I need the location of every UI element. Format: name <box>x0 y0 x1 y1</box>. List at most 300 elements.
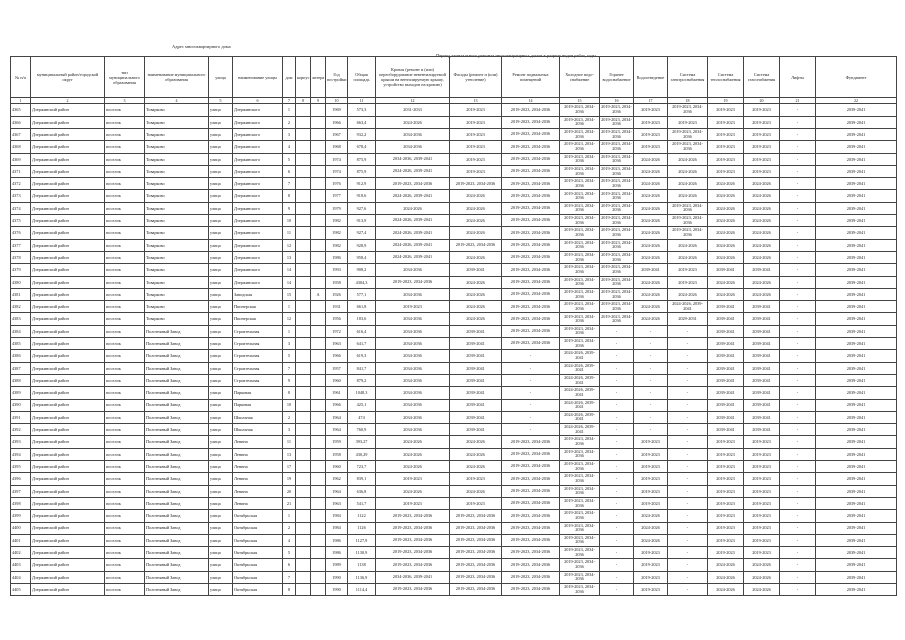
table-cell: 2039-2041 <box>816 251 897 263</box>
table-cell <box>296 583 311 595</box>
table-cell: 4394 <box>11 448 31 460</box>
table-cell: 918,6 <box>348 190 376 202</box>
table-cell: 2019-2023, 2034-2036 <box>502 178 560 190</box>
table-cell: 2019-2023 <box>634 461 668 473</box>
table-cell: 2019-2023 <box>708 104 744 116</box>
table-cell: 1993 <box>326 264 348 276</box>
table-cell: 2039-2041 <box>816 325 897 337</box>
table-cell: 183,6 <box>348 313 376 325</box>
table-cell: - <box>668 571 708 583</box>
table-cell <box>311 473 326 485</box>
table-cell: поселок <box>105 424 145 436</box>
table-cell: Дзержинский район <box>31 399 105 411</box>
table-cell: Дзержинского <box>233 116 283 128</box>
table-cell: 2019-2023, 2034-2036 <box>376 276 450 288</box>
column-number: 8 <box>296 98 311 104</box>
table-cell: - <box>502 424 560 436</box>
column-header: Холодное водо-снабжение <box>560 57 600 98</box>
table-cell: 2019-2023, 2034-2036 <box>560 448 600 460</box>
table-cell: 2039-2041 <box>634 264 668 276</box>
table-cell: 1122 <box>348 510 376 522</box>
table-row <box>11 239 897 251</box>
table-row <box>11 129 897 141</box>
table-cell: 2019-2023, 2034-2036 <box>450 583 502 595</box>
table-cell: - <box>634 387 668 399</box>
table-cell <box>311 559 326 571</box>
table-cell: - <box>502 350 560 362</box>
table-cell: 2019-2023, 2034-2036 <box>560 571 600 583</box>
table-row <box>11 448 897 460</box>
table-cell: улица <box>209 301 233 313</box>
table-cell: 3 <box>283 338 296 350</box>
table-cell: 2019-2023 <box>744 436 780 448</box>
column-number: 4 <box>145 98 209 104</box>
table-cell: улица <box>209 251 233 263</box>
column-header: Система газоснабжения <box>744 57 780 98</box>
table-cell: 4366 <box>11 116 31 128</box>
table-cell: 2039-2041 <box>816 276 897 288</box>
table-cell: 2019-2023 <box>450 141 502 153</box>
table-cell: 2019-2023, 2034-2036 <box>560 227 600 239</box>
table-row <box>11 374 897 386</box>
table-cell: Октябрьская <box>233 547 283 559</box>
table-cell: - <box>780 301 816 313</box>
table-cell: Дзержинский район <box>31 165 105 177</box>
repair-schedule-table <box>10 56 897 596</box>
column-header: наименование муниципального образования <box>145 57 209 98</box>
table-cell <box>296 362 311 374</box>
table-cell: Товарково <box>145 104 209 116</box>
table-cell: Товарково <box>145 215 209 227</box>
table-cell: 2024-2026 <box>450 190 502 202</box>
table-cell: 2024-2026 <box>668 251 708 263</box>
table-cell: Полотняный Завод <box>145 473 209 485</box>
table-cell: 2039-2041 <box>708 374 744 386</box>
table-cell: 932,2 <box>348 129 376 141</box>
table-cell: 2024-2026 <box>376 116 450 128</box>
table-cell <box>311 399 326 411</box>
table-cell: улица <box>209 227 233 239</box>
table-cell: 2024-2026, 2039-2041 <box>376 227 450 239</box>
column-header: наименование улицы <box>233 57 283 98</box>
table-cell: 1966 <box>326 399 348 411</box>
table-cell: поселок <box>105 497 145 509</box>
table-cell: Полотняный Завод <box>145 448 209 460</box>
table-cell: 2019-2023, 2034-2036 <box>668 227 708 239</box>
table-cell: улица <box>209 129 233 141</box>
column-number: 9 <box>311 98 326 104</box>
table-cell: 2019-2023, 2034-2036 <box>502 288 560 300</box>
table-cell <box>296 178 311 190</box>
table-cell: улица <box>209 473 233 485</box>
table-cell: 2019-2023, 2034-2036 <box>502 251 560 263</box>
table-cell: 2019-2023 <box>634 436 668 448</box>
table-cell: улица <box>209 424 233 436</box>
table-header-row <box>11 57 897 98</box>
table-cell: 1986 <box>326 534 348 546</box>
column-number: 20 <box>744 98 780 104</box>
table-cell: 1986 <box>326 251 348 263</box>
table-cell: 425,1 <box>348 399 376 411</box>
table-cell: 2019-2023, 2034-2036 <box>600 239 634 251</box>
table-cell: - <box>780 497 816 509</box>
table-cell: Дзержинский район <box>31 571 105 583</box>
table-cell: 2034-2036 <box>376 264 450 276</box>
table-cell: улица <box>209 510 233 522</box>
table-cell: 2024-2026 <box>744 276 780 288</box>
table-cell: 4373 <box>11 190 31 202</box>
table-cell <box>296 264 311 276</box>
table-cell: 2019-2023, 2034-2036 <box>502 264 560 276</box>
table-cell: 2024-2026, 2039-2041 <box>560 424 600 436</box>
table-cell: 4377 <box>11 239 31 251</box>
table-cell: 7 <box>283 571 296 583</box>
table-cell: поселок <box>105 239 145 251</box>
table-cell <box>296 104 311 116</box>
table-cell: поселок <box>105 448 145 460</box>
table-cell: 2039-2041 <box>816 288 897 300</box>
table-cell: Товарково <box>145 276 209 288</box>
table-cell: 2024-2026 <box>634 288 668 300</box>
table-cell: 2019-2023 <box>708 485 744 497</box>
table-cell: поселок <box>105 104 145 116</box>
table-cell: 2039-2041 <box>816 387 897 399</box>
table-cell: - <box>668 338 708 350</box>
table-cell: 4383 <box>11 313 31 325</box>
table-cell <box>296 190 311 202</box>
table-cell: поселок <box>105 522 145 534</box>
table-cell: - <box>634 350 668 362</box>
table-cell: Ленина <box>233 436 283 448</box>
table-cell: 2024-2026 <box>634 301 668 313</box>
table-cell: 2024-2026 <box>744 571 780 583</box>
table-cell: 2024-2026 <box>744 227 780 239</box>
table-cell: 4395 <box>11 461 31 473</box>
table-cell: Дзержинский район <box>31 313 105 325</box>
table-cell: 2019-2023, 2034-2036 <box>560 325 600 337</box>
table-cell: 8 <box>283 387 296 399</box>
column-header: Фасады (ремонт и (или) утепление) <box>450 57 502 98</box>
table-cell: Дзержинский район <box>31 436 105 448</box>
table-cell: 2019-2023 <box>634 583 668 595</box>
column-number: 21 <box>780 98 816 104</box>
table-cell: - <box>634 424 668 436</box>
table-cell: Школьная <box>233 424 283 436</box>
table-cell: 2039-2041 <box>816 399 897 411</box>
table-cell: Дзержинский район <box>31 461 105 473</box>
table-cell: поселок <box>105 534 145 546</box>
table-cell: 4400 <box>11 522 31 534</box>
table-cell: - <box>634 338 668 350</box>
table-cell: Ленина <box>233 473 283 485</box>
table-cell: Октябрьская <box>233 583 283 595</box>
table-cell: Товарково <box>145 264 209 276</box>
table-cell: Дзержинский район <box>31 251 105 263</box>
table-cell: - <box>780 227 816 239</box>
table-cell <box>311 239 326 251</box>
table-cell: 2024-2026 <box>744 239 780 251</box>
table-cell: 4380 <box>11 276 31 288</box>
table-cell: - <box>600 387 634 399</box>
table-cell: 2034-2036 <box>376 399 450 411</box>
table-cell: - <box>780 239 816 251</box>
table-body <box>11 104 897 596</box>
table-cell: 2019-2023 <box>744 522 780 534</box>
table-cell: - <box>780 276 816 288</box>
table-cell: Товарково <box>145 239 209 251</box>
table-cell: 2019-2023 <box>708 116 744 128</box>
table-cell: 2019-2023, 2034-2036 <box>502 129 560 141</box>
table-cell: Дзержинский район <box>31 153 105 165</box>
repair-period-group-caption: Период капитального ремонта многоквартирных домов в разрезе видов работ, годы <box>436 53 597 58</box>
table-cell: Дзержинский район <box>31 288 105 300</box>
table-cell: 2039-2041 <box>816 448 897 460</box>
table-cell: 2024-2026, 2039-2041 <box>376 251 450 263</box>
table-cell: 2024-2026 <box>708 276 744 288</box>
table-cell: поселок <box>105 190 145 202</box>
table-cell: 2019-2023 <box>376 497 450 509</box>
table-cell: 661,8 <box>348 301 376 313</box>
table-cell: 2024-2026 <box>708 227 744 239</box>
table-cell: 619,3 <box>348 350 376 362</box>
table-row <box>11 485 897 497</box>
table-cell: 2019-2023 <box>634 116 668 128</box>
table-cell <box>311 116 326 128</box>
table-row <box>11 190 897 202</box>
table-cell: - <box>600 436 634 448</box>
table-cell: - <box>780 104 816 116</box>
table-cell: поселок <box>105 559 145 571</box>
table-cell: 2019-2023, 2034-2036 <box>560 202 600 214</box>
table-cell: 2019-2023, 2034-2036 <box>560 461 600 473</box>
table-cell: - <box>780 534 816 546</box>
table-cell: 2039-2041 <box>816 362 897 374</box>
table-cell: 4402 <box>11 547 31 559</box>
table-cell: 2019-2023, 2034-2036 <box>450 534 502 546</box>
table-cell <box>311 338 326 350</box>
table-cell: 1931 <box>326 301 348 313</box>
table-row <box>11 165 897 177</box>
table-cell: 1976 <box>326 178 348 190</box>
table-cell: 616,4 <box>348 325 376 337</box>
table-cell: Дзержинского <box>233 153 283 165</box>
table-cell: Полотняный Завод <box>145 411 209 423</box>
table-cell: 1126 <box>348 522 376 534</box>
table-cell <box>296 534 311 546</box>
table-cell: - <box>668 448 708 460</box>
table-cell: 13 <box>283 251 296 263</box>
table-cell: Полотняный Завод <box>145 436 209 448</box>
table-cell: Школьная <box>233 411 283 423</box>
table-cell: 2019-2023, 2034-2036 <box>600 178 634 190</box>
table-cell: 2019-2023, 2034-2036 <box>376 178 450 190</box>
table-cell: - <box>780 153 816 165</box>
table-cell <box>296 461 311 473</box>
table-cell: 2024-2026 <box>376 436 450 448</box>
table-cell <box>311 448 326 460</box>
table-cell: 1972 <box>326 325 348 337</box>
table-cell: поселок <box>105 338 145 350</box>
table-cell: Октябрьская <box>233 559 283 571</box>
table-cell: 2019-2023, 2034-2036 <box>376 534 450 546</box>
table-cell: 2019-2023, 2034-2036 <box>560 485 600 497</box>
table-cell: - <box>634 399 668 411</box>
table-cell: Ленина <box>233 448 283 460</box>
table-cell: 4385 <box>11 338 31 350</box>
table-cell: - <box>780 547 816 559</box>
table-cell <box>311 461 326 473</box>
table-cell: 2019-2023 <box>668 276 708 288</box>
table-cell: 1986 <box>326 547 348 559</box>
table-cell: 2019-2023, 2034-2036 <box>502 485 560 497</box>
table-cell: 928,9 <box>348 239 376 251</box>
table-cell: 1990 <box>326 583 348 595</box>
column-number: 2 <box>31 98 105 104</box>
table-cell: 577,1 <box>348 288 376 300</box>
table-cell: 2019-2023 <box>668 264 708 276</box>
table-cell: 2039-2041 <box>816 411 897 423</box>
table-cell: 1982 <box>326 227 348 239</box>
table-cell: Дзержинского <box>233 227 283 239</box>
table-cell: 2024-2026 <box>744 583 780 595</box>
table-cell: 2019-2023 <box>634 104 668 116</box>
table-cell: 2039-2041 <box>708 325 744 337</box>
table-cell: 2039-2041 <box>816 534 897 546</box>
column-number: 5 <box>209 98 233 104</box>
table-cell: - <box>780 436 816 448</box>
table-cell: улица <box>209 436 233 448</box>
table-cell: 2019-2023, 2034-2036 <box>502 534 560 546</box>
table-cell: 1989 <box>326 559 348 571</box>
table-cell: 2024-2026 <box>634 522 668 534</box>
table-cell: 2034-2036 <box>376 362 450 374</box>
table-cell: 2034-2036 <box>376 411 450 423</box>
table-cell: 2019-2023, 2034-2036 <box>560 547 600 559</box>
table-cell: Дзержинского <box>233 202 283 214</box>
table-cell: 2024-2026 <box>744 251 780 263</box>
table-cell: 2019-2023 <box>668 116 708 128</box>
table-cell: - <box>600 461 634 473</box>
table-cell: 2019-2023, 2034-2036 <box>560 104 600 116</box>
table-cell: Дзержинский район <box>31 325 105 337</box>
table-cell: 2039-2041 <box>450 411 502 423</box>
table-cell: 2039-2041 <box>708 350 744 362</box>
table-cell: 6 <box>283 559 296 571</box>
table-cell: Дзержинский район <box>31 276 105 288</box>
table-cell: 1961 <box>326 387 348 399</box>
column-number: 1 <box>11 98 31 104</box>
table-cell: 908,2 <box>348 264 376 276</box>
table-cell: 2019-2023 <box>744 153 780 165</box>
table-cell: - <box>600 350 634 362</box>
table-cell: Дзержинского <box>233 178 283 190</box>
table-cell: 1990 <box>326 571 348 583</box>
table-cell <box>311 202 326 214</box>
table-cell: 2019-2023 <box>744 116 780 128</box>
table-cell <box>296 239 311 251</box>
table-cell: поселок <box>105 129 145 141</box>
table-cell: 641,7 <box>348 338 376 350</box>
table-cell: 1984 <box>326 522 348 534</box>
table-cell: 2029-2031 <box>668 313 708 325</box>
table-cell: 2039-2041 <box>450 338 502 350</box>
column-number: 18 <box>668 98 708 104</box>
table-cell: Полотняный Завод <box>145 510 209 522</box>
table-cell: 2019-2023 <box>450 473 502 485</box>
table-cell: 2019-2023 <box>450 153 502 165</box>
table-cell: Дзержинского <box>233 215 283 227</box>
table-cell: 2019-2023, 2034-2036 <box>560 251 600 263</box>
table-cell: поселок <box>105 141 145 153</box>
column-number: 17 <box>634 98 668 104</box>
table-cell: улица <box>209 116 233 128</box>
table-cell: 2039-2041 <box>816 461 897 473</box>
table-cell: 2024-2026 <box>708 215 744 227</box>
table-cell: Дзержинский район <box>31 215 105 227</box>
table-cell: Товарково <box>145 190 209 202</box>
table-cell: Дзержинский район <box>31 202 105 214</box>
table-cell: 2019-2023 <box>744 141 780 153</box>
table-cell: 4376 <box>11 227 31 239</box>
table-cell: 2039-2041 <box>816 301 897 313</box>
table-cell: 1982 <box>326 239 348 251</box>
table-cell <box>296 350 311 362</box>
table-cell: Дзержинского <box>233 190 283 202</box>
table-row <box>11 116 897 128</box>
table-cell: 2019-2023 <box>708 129 744 141</box>
table-cell: поселок <box>105 510 145 522</box>
table-cell: 4401 <box>11 534 31 546</box>
table-cell <box>311 374 326 386</box>
table-cell: 1136,9 <box>348 571 376 583</box>
table-cell: 2034-2036 <box>376 141 450 153</box>
table-cell: 14 <box>283 276 296 288</box>
table-cell <box>311 485 326 497</box>
table-cell: 2019-2023, 2034-2036 <box>600 313 634 325</box>
table-cell: 4375 <box>11 215 31 227</box>
table-cell: 2019-2023, 2034-2036 <box>376 510 450 522</box>
table-cell: - <box>780 116 816 128</box>
table-cell: поселок <box>105 362 145 374</box>
table-cell: 2019-2023, 2034-2036 <box>600 276 634 288</box>
table-row <box>11 215 897 227</box>
table-cell: 2019-2023, 2034-2036 <box>560 313 600 325</box>
table-cell: 2039-2041 <box>708 338 744 350</box>
table-cell <box>296 571 311 583</box>
table-row <box>11 362 897 374</box>
table-cell: улица <box>209 239 233 251</box>
table-cell: - <box>780 473 816 485</box>
table-cell: 1963 <box>326 497 348 509</box>
table-cell: Товарково <box>145 165 209 177</box>
table-cell: - <box>600 583 634 595</box>
table-cell: 4367 <box>11 129 31 141</box>
table-row <box>11 264 897 276</box>
table-cell: 2019-2023 <box>744 473 780 485</box>
table-row <box>11 424 897 436</box>
table-cell: Дзержинский район <box>31 559 105 571</box>
table-cell: Дзержинский район <box>31 473 105 485</box>
table-cell: Полотняный Завод <box>145 571 209 583</box>
table-cell: 2019-2023, 2034-2036 <box>560 239 600 251</box>
table-cell: 7 <box>283 178 296 190</box>
table-cell: Парковая <box>233 399 283 411</box>
table-cell: 2039-2041 <box>744 264 780 276</box>
table-cell: 2039-2041 <box>450 424 502 436</box>
table-cell: поселок <box>105 436 145 448</box>
table-cell <box>311 497 326 509</box>
table-cell: 2019-2023, 2034-2036 <box>502 215 560 227</box>
